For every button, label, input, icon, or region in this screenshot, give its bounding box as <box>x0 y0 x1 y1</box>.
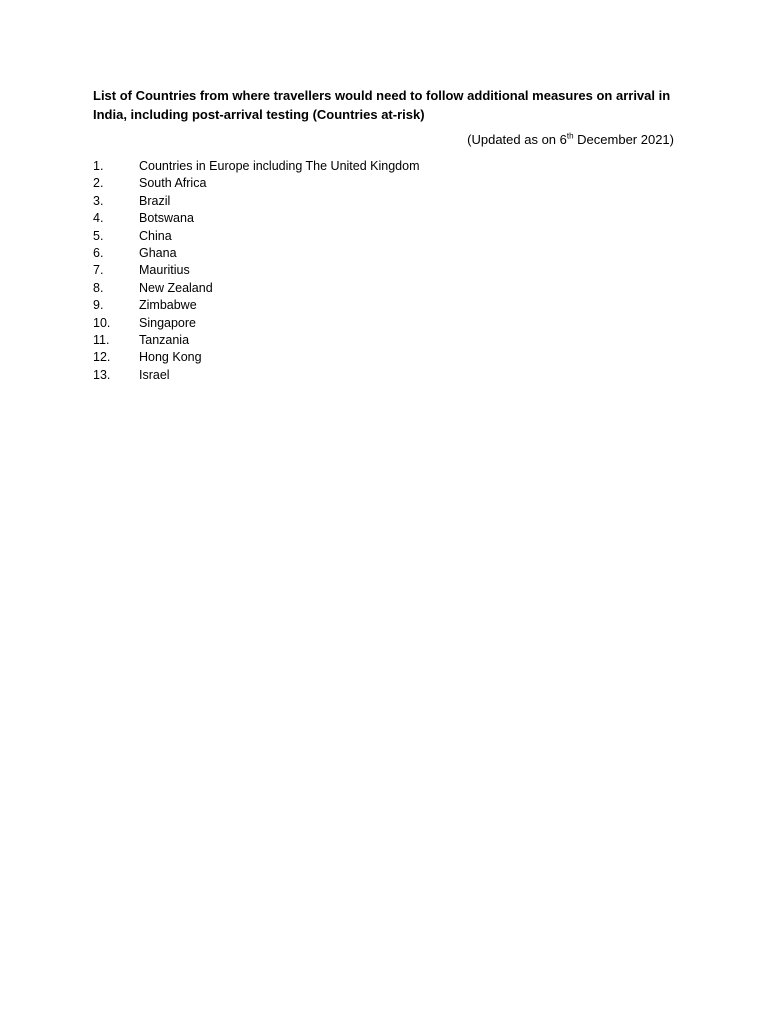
document-title: List of Countries from where travellers would need to follow additional measures on arrival in India, including post-arrival testing (Countries at-risk) <box>93 88 671 122</box>
list-item <box>93 332 420 349</box>
list-item-number: 11. <box>93 332 110 347</box>
list-item <box>93 193 420 210</box>
list-item <box>93 245 420 262</box>
country-list <box>93 158 420 384</box>
list-item-number: 6. <box>93 245 104 260</box>
list-item-country: South Africa <box>139 176 207 191</box>
list-item-country: Botswana <box>139 211 194 226</box>
list-item <box>93 228 420 245</box>
list-item-country: Ghana <box>139 245 177 260</box>
list-item-number: 9. <box>93 298 104 313</box>
list-item <box>93 349 420 366</box>
list-item-number: 2. <box>93 176 104 191</box>
list-item-number: 7. <box>93 263 104 278</box>
list-item-country: Singapore <box>139 315 196 330</box>
list-item-country: Tanzania <box>139 332 190 347</box>
list-item-country: Zimbabwe <box>139 298 197 313</box>
list-item <box>93 210 420 227</box>
list-item-number: 8. <box>93 280 104 295</box>
updated-date-suffix: December 2021) <box>573 132 674 147</box>
list-item-number: 10. <box>93 315 111 330</box>
updated-date-prefix: (Updated as on 6 <box>467 132 567 147</box>
list-item-country: Countries in Europe including The United Kingdom <box>139 159 420 173</box>
list-item-country: New Zealand <box>139 280 213 295</box>
list-item-country: Hong Kong <box>139 350 202 365</box>
list-item <box>93 315 420 332</box>
list-item <box>93 297 420 314</box>
list-item-country: Mauritius <box>139 263 190 278</box>
list-item-country: China <box>139 228 172 243</box>
list-item-number: 3. <box>93 193 104 208</box>
list-item-number: 4. <box>93 211 104 226</box>
list-item <box>93 367 420 384</box>
list-item <box>93 175 420 192</box>
list-item-number: 5. <box>93 228 104 243</box>
list-item-number: 12. <box>93 350 111 365</box>
list-item-country: Brazil <box>139 193 171 208</box>
list-item <box>93 280 420 297</box>
updated-date <box>467 131 674 148</box>
list-item <box>93 158 420 175</box>
list-item-number: 13. <box>93 367 111 382</box>
list-item <box>93 262 420 279</box>
list-item-country: Israel <box>139 367 170 382</box>
updated-date-superscript: th <box>566 131 574 141</box>
list-item-number: 1. <box>93 159 104 173</box>
